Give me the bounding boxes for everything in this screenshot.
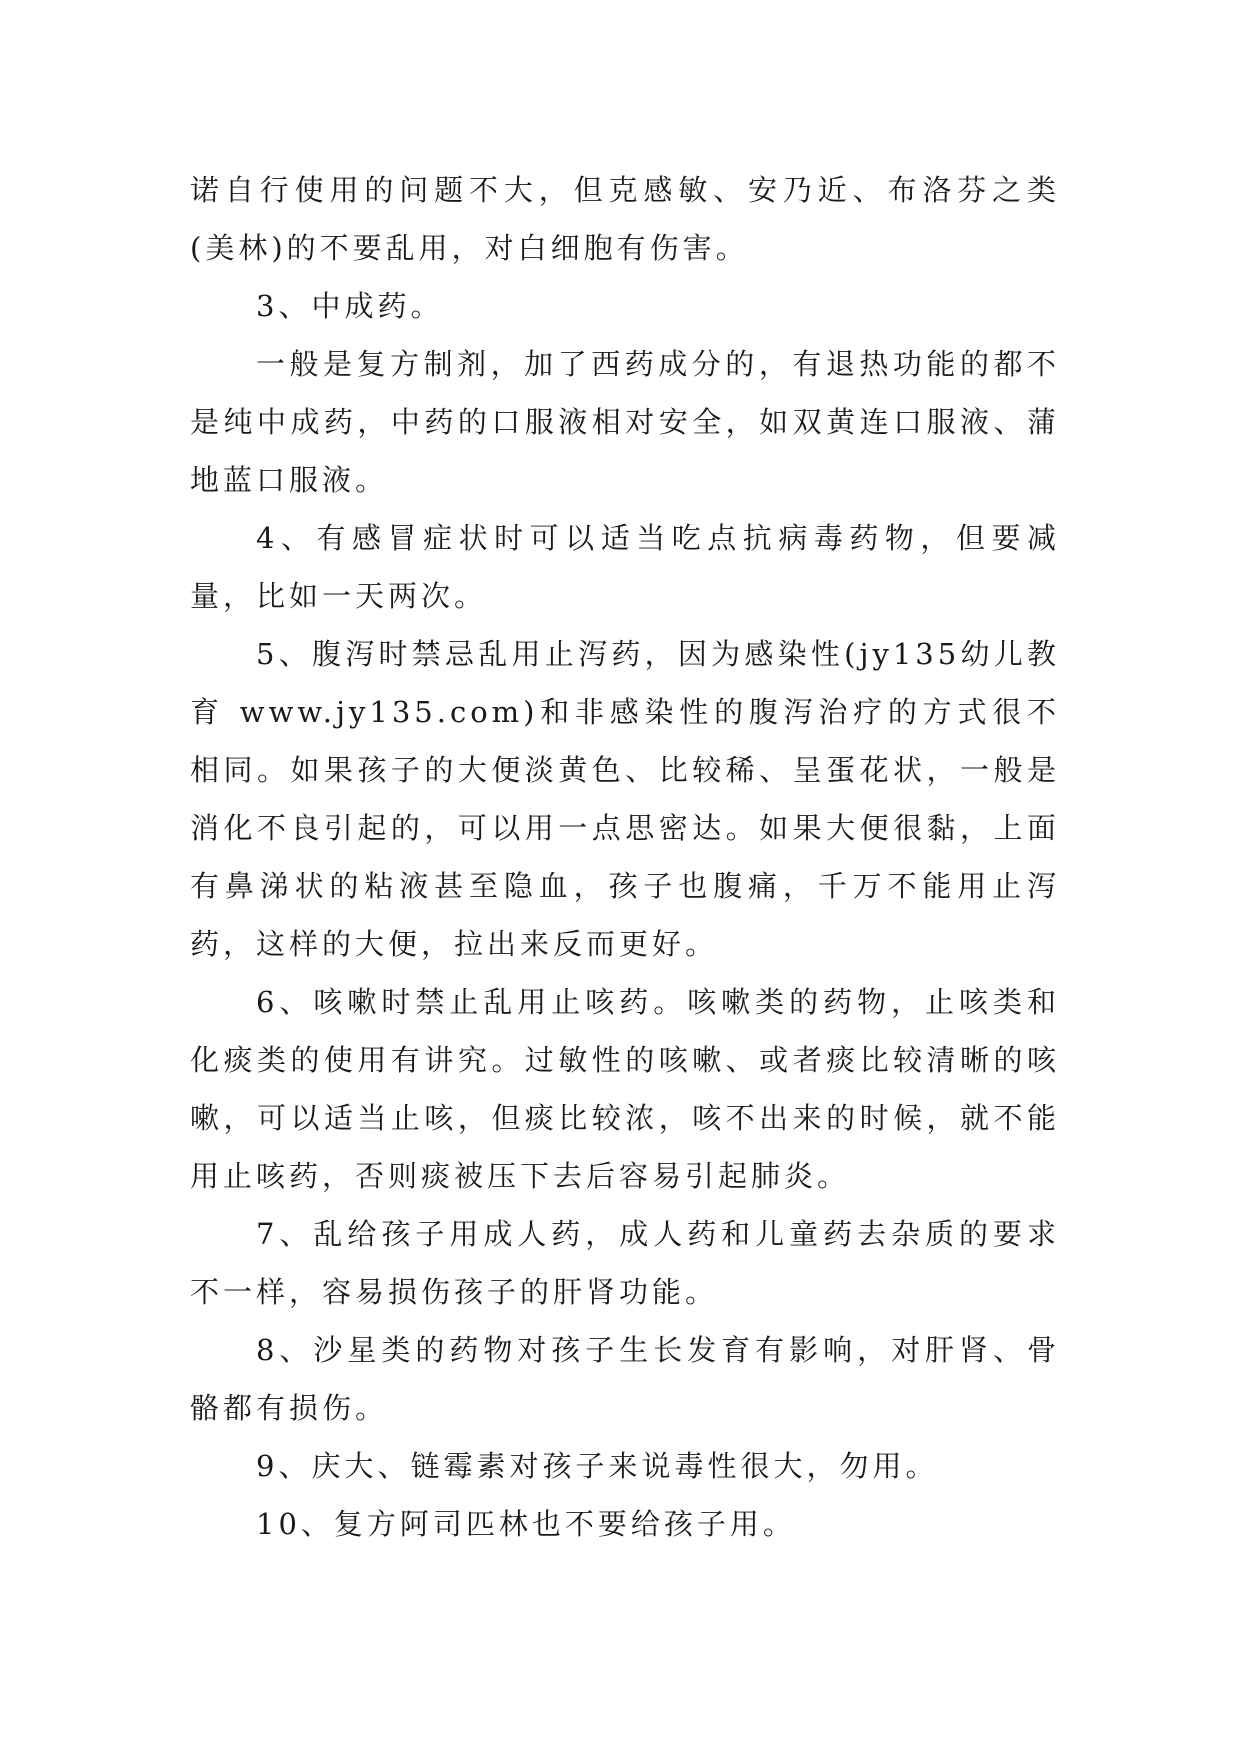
- paragraph-item-9: 9、庆大、链霉素对孩子来说毒性很大，勿用。: [256, 1449, 939, 1483]
- paragraph-continuation: 诺自行使用的问题不大，但克感敏、安乃近、布洛芬之类(美林)的不要乱用，对白细胞有伤害。: [190, 173, 1060, 265]
- paragraph-item-8: 8、沙星类的药物对孩子生长发育有影响，对肝肾、骨骼都有损伤。: [190, 1333, 1060, 1425]
- paragraph-item-5: 5、腹泻时禁忌乱用止泻药，因为感染性(jy135幼儿教育 www.jy135.com)和非感染性的腹泻治疗的方式很不相同。如果孩子的大便淡黄色、比较稀、呈蛋花状，一般是消化不良引起的，可以用一点思密达。如果大便很黏，上面有鼻涕状的粘液甚至隐血，孩子也腹痛，千万不能用止泻药，这样的大便，拉出来反而更好。: [190, 637, 1060, 961]
- paragraph-item-3: 3、中成药。: [256, 289, 444, 323]
- document-body: [190, 161, 1060, 1553]
- paragraph-item-7: 7、乱给孩子用成人药，成人药和儿童药去杂质的要求不一样，容易损伤孩子的肝肾功能。: [190, 1217, 1060, 1309]
- paragraph-item-4: 4、有感冒症状时可以适当吃点抗病毒药物，但要减量，比如一天两次。: [190, 521, 1060, 613]
- paragraph-item-3-detail: 一般是复方制剂，加了西药成分的，有退热功能的都不是纯中成药，中药的口服液相对安全，如双黄连口服液、蒲地蓝口服液。: [190, 347, 1060, 497]
- paragraph-item-6: 6、咳嗽时禁止乱用止咳药。咳嗽类的药物，止咳类和化痰类的使用有讲究。过敏性的咳嗽、或者痰比较清晰的咳嗽，可以适当止咳，但痰比较浓，咳不出来的时候，就不能用止咳药，否则痰被压下去后容易引起肺炎。: [190, 985, 1060, 1193]
- paragraph-item-10: 10、复方阿司匹林也不要给孩子用。: [256, 1507, 796, 1541]
